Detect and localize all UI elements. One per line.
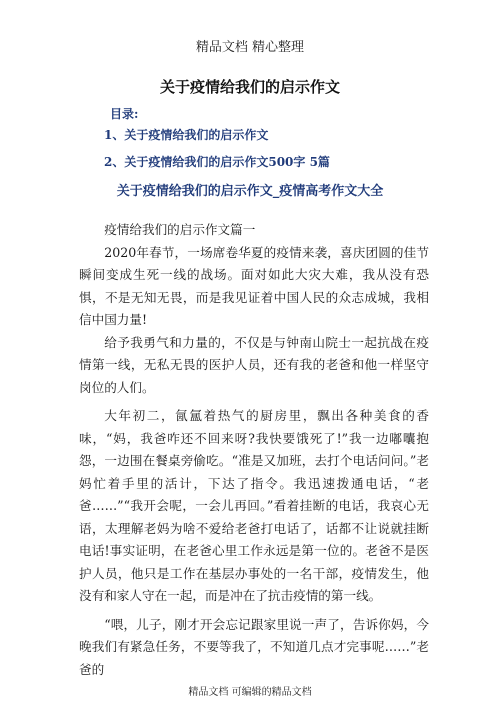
paragraph: 2020年春节，一场席卷华夏的疫情来袭，喜庆团圆的佳节瞬间变成生死一线的战场。面对如此大灾大难，我从没有恐惧，不是无知无畏，而是我见证着中国人民的众志成城，我相信中国力量! xyxy=(79,244,429,327)
document-title: 关于疫情给我们的启示作文 xyxy=(159,78,340,96)
page-header: 精品文档 精心整理 xyxy=(195,40,305,55)
toc-item-2[interactable]: 2、关于疫情给我们的启示作文500字 5篇 xyxy=(104,155,330,169)
toc-heading: 目录: xyxy=(110,107,139,121)
paragraph: 给予我勇气和力量的，不仅是与钟南山院士一起抗战在疫情第一线，无私无畏的医护人员，还有我的老爸和他一样坚守岗位的人们。 xyxy=(79,334,429,395)
essay-body xyxy=(79,219,429,681)
page-footer: 精品文档 可编辑的精品文档 xyxy=(188,687,312,698)
paragraph: “喂，儿子，刚才开会忘记跟家里说一声了，告诉你妈，今晚我们有紧急任务，不要等我了，不知道几点才完事呢……”老爸的 xyxy=(79,616,429,677)
section-title: 关于疫情给我们的启示作文_疫情高考作文大全 xyxy=(116,184,384,199)
paragraph: 大年初二，氤氲着热气的厨房里，飘出各种美食的香味，“妈，我爸咋还不回来呀?我快要饿死了!”我一边嘟囔抱怨，一边围在餐桌旁偷吃。“准是又加班，去打个电话问问。”老妈忙着手里的活计，下达了指令。我迅速拨通电话，“老爸……”“我开会呢，一会儿再回。”看着挂断的电话，我哀心无语，太理解老妈为啥不爱给老爸打电话了，话都不让说就挂断电话!事实证明，在老爸心里工作永远是第一位的。老爸不是医护人员，他只是工作在基层办事处的一名干部，疫情发生，他没有和家人守在一起，而是冲在了抗击疫情的第一线。 xyxy=(79,408,429,603)
toc-item-1[interactable]: 1、关于疫情给我们的启示作文 xyxy=(104,128,269,142)
essay-heading: 疫情给我们的启示作文篇一 xyxy=(104,222,256,237)
